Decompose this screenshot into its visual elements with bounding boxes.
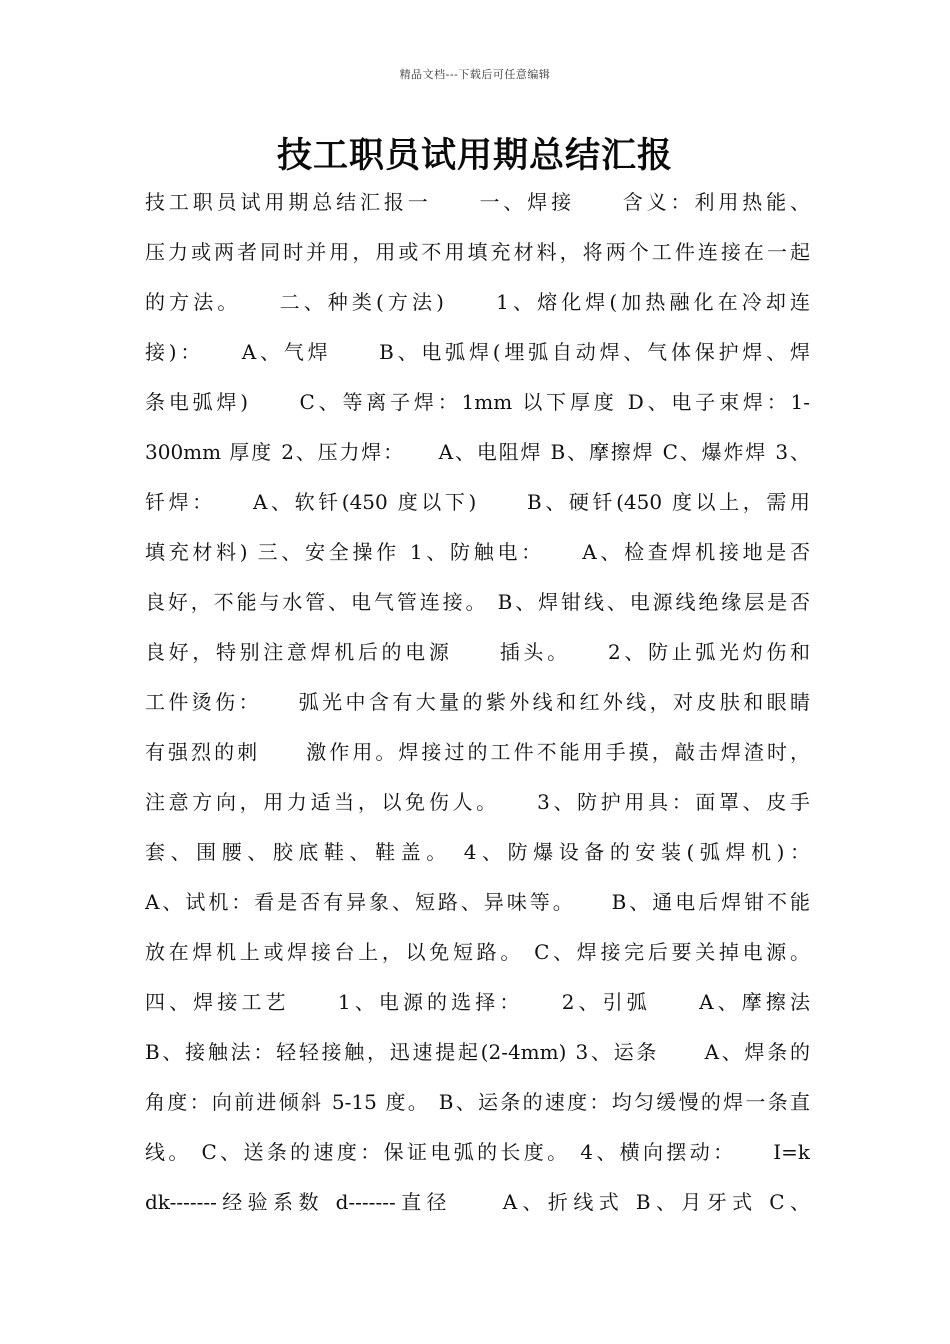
header-note: 精品文档---下载后可任意编辑 <box>399 68 551 81</box>
document-title: 技工职员试用期总结汇报 <box>276 136 673 176</box>
body-line: 良好，特别注意焊机后的电源 插头。 2、防止弧光灼伤和 <box>145 640 810 664</box>
body-line: 角度：向前进倾斜 5-15 度。 B、运条的速度：均匀缓慢的焊一条直 <box>145 1090 810 1114</box>
body-line: 钎焊： A、软钎(450 度以下) B、硬钎(450 度以上，需用 <box>145 490 810 514</box>
document-body <box>145 177 810 1227</box>
body-line: A、试机：看是否有异象、短路、异味等。 B、通电后焊钳不能 <box>145 890 810 914</box>
body-line: 良好，不能与水管、电气管连接。 B、焊钳线、电源线绝缘层是否 <box>145 590 810 614</box>
body-line: 填充材料) 三、安全操作 1、防触电： A、检查焊机接地是否 <box>145 540 810 564</box>
body-line: 的方法。 二、种类(方法) 1、熔化焊(加热融化在冷却连 <box>145 290 810 314</box>
body-line: 套、围腰、胶底鞋、鞋盖。 4、防爆设备的安装(弧焊机)： <box>145 840 810 864</box>
body-line: B、接触法：轻轻接触，迅速提起(2-4mm) 3、运条 A、焊条的 <box>145 1040 810 1064</box>
body-line: 四、焊接工艺 1、电源的选择： 2、引弧 A、摩擦法 <box>145 990 810 1014</box>
body-line: 有强烈的刺 激作用。焊接过的工件不能用手摸，敲击焊渣时， <box>145 740 810 764</box>
body-line: 线。 C、送条的速度：保证电弧的长度。 4、横向摆动： I=k <box>145 1140 810 1164</box>
body-line: 工件烫伤： 弧光中含有大量的紫外线和红外线，对皮肤和眼睛 <box>145 690 810 714</box>
body-line: dk-------经验系数 d-------直径 A、折线式 B、月牙式 C、 <box>145 1190 810 1214</box>
body-line: 注意方向，用力适当，以免伤人。 3、防护用具：面罩、皮手 <box>145 790 810 814</box>
body-line: 放在焊机上或焊接台上，以免短路。 C、焊接完后要关掉电源。 <box>145 940 810 964</box>
body-line: 接)： A、气焊 B、电弧焊(埋弧自动焊、气体保护焊、焊 <box>145 340 810 364</box>
body-line: 300mm 厚度 2、压力焊： A、电阻焊 B、摩擦焊 C、爆炸焊 3、 <box>145 440 810 464</box>
body-line: 技工职员试用期总结汇报一 一、焊接 含义：利用热能、 <box>145 190 810 214</box>
body-line: 压力或两者同时并用，用或不用填充材料，将两个工件连接在一起 <box>145 240 810 264</box>
body-line: 条电弧焊) C、等离子焊：1mm 以下厚度 D、电子束焊：1- <box>145 390 810 414</box>
